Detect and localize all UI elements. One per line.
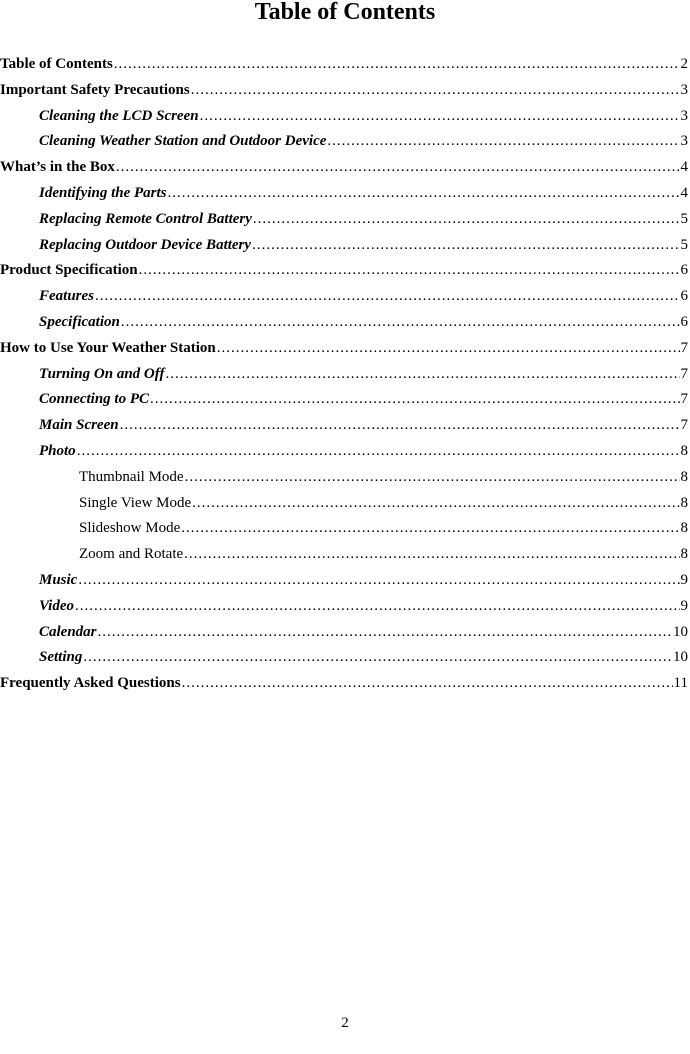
toc-entry-page: 4 xyxy=(680,184,688,201)
dot-leader xyxy=(184,544,679,564)
dot-leader xyxy=(192,493,679,513)
toc-entry-page: 8 xyxy=(680,494,688,511)
toc-entry-label: How to Use Your Weather Station xyxy=(0,339,216,356)
toc-entry-page: 6 xyxy=(680,288,688,305)
toc-entry-label: Setting xyxy=(39,649,83,666)
dot-leader xyxy=(200,106,680,126)
dot-leader xyxy=(150,389,679,409)
dot-leader xyxy=(327,131,679,151)
toc-entry-page: 3 xyxy=(680,81,688,98)
toc-entry-page: 9 xyxy=(680,571,688,588)
dot-leader xyxy=(253,209,680,229)
dot-leader xyxy=(116,157,680,177)
dot-leader xyxy=(165,364,679,384)
toc-entry-page: 6 xyxy=(680,262,688,279)
toc-entry-page: 10 xyxy=(673,649,688,666)
toc-entry-page: 10 xyxy=(673,623,688,640)
toc-entry-page: 8 xyxy=(680,546,688,563)
toc-entry-page: 8 xyxy=(680,442,688,459)
dot-leader xyxy=(83,647,672,667)
toc-entry[interactable] xyxy=(0,235,688,261)
toc-entry-page: 9 xyxy=(680,597,688,614)
toc-entry-page: 8 xyxy=(680,468,688,485)
toc-entry-label: Main Screen xyxy=(39,417,119,434)
toc-entry[interactable] xyxy=(0,673,688,699)
toc-entry[interactable] xyxy=(0,544,688,570)
toc-entry[interactable] xyxy=(0,493,688,519)
toc-entry-page: 3 xyxy=(680,107,688,124)
toc-entry-label: Cleaning Weather Station and Outdoor Device xyxy=(39,133,327,150)
toc-entry[interactable] xyxy=(0,209,688,235)
toc-entry-label: Calendar xyxy=(39,623,97,640)
toc-entry[interactable] xyxy=(0,54,688,80)
toc-entry-label: Features xyxy=(39,288,95,305)
toc-entry-label: Single View Mode xyxy=(79,494,192,511)
toc-entry-label: Thumbnail Mode xyxy=(79,468,184,485)
toc-entry[interactable] xyxy=(0,80,688,106)
table-of-contents xyxy=(0,54,688,699)
toc-entry-page: 5 xyxy=(680,236,688,253)
toc-entry-label: What’s in the Box xyxy=(0,159,115,176)
toc-entry[interactable] xyxy=(0,338,688,364)
toc-entry-page: 3 xyxy=(680,133,688,150)
page-title: Table of Contents xyxy=(254,0,436,25)
toc-entry-label: Turning On and Off xyxy=(39,365,165,382)
toc-entry-label: Connecting to PC xyxy=(39,391,150,408)
toc-entry[interactable] xyxy=(0,106,688,132)
dot-leader xyxy=(121,312,680,332)
toc-entry[interactable] xyxy=(0,312,688,338)
toc-entry-page: 4 xyxy=(680,159,688,176)
toc-entry[interactable] xyxy=(0,570,688,596)
toc-entry-label: Photo xyxy=(39,442,76,459)
toc-entry[interactable] xyxy=(0,518,688,544)
toc-entry-page: 6 xyxy=(680,313,688,330)
toc-entry-label: Identifying the Parts xyxy=(39,184,167,201)
toc-entry-page: 2 xyxy=(680,56,688,72)
toc-entry-page: 7 xyxy=(680,391,688,408)
dot-leader xyxy=(182,673,673,693)
toc-entry-label: Replacing Remote Control Battery xyxy=(39,210,252,227)
toc-entry-label: Replacing Outdoor Device Battery xyxy=(39,236,252,253)
toc-entry[interactable] xyxy=(0,260,688,286)
dot-leader xyxy=(217,338,680,358)
toc-entry[interactable] xyxy=(0,441,688,467)
toc-entry[interactable] xyxy=(0,157,688,183)
toc-entry-label: Table of Contents xyxy=(0,56,113,72)
toc-entry-label: Video xyxy=(39,597,75,614)
toc-entry-page: 7 xyxy=(680,339,688,356)
dot-leader xyxy=(95,286,679,306)
toc-entry-page: 11 xyxy=(673,675,688,692)
toc-entry-label: Cleaning the LCD Screen xyxy=(39,107,199,124)
dot-leader xyxy=(139,260,680,280)
toc-entry-page: 5 xyxy=(680,210,688,227)
toc-entry[interactable] xyxy=(0,647,688,673)
toc-entry-label: Important Safety Precautions xyxy=(0,81,190,98)
toc-entry-label: Zoom and Rotate xyxy=(79,546,184,563)
page-number: 2 xyxy=(341,1015,349,1031)
toc-entry-label: Slideshow Mode xyxy=(79,520,181,537)
toc-entry[interactable] xyxy=(0,131,688,157)
toc-entry-label: Frequently Asked Questions xyxy=(0,675,181,692)
toc-entry[interactable] xyxy=(0,415,688,441)
dot-leader xyxy=(168,183,680,203)
toc-entry-page: 7 xyxy=(680,417,688,434)
dot-leader xyxy=(98,622,672,642)
dot-leader xyxy=(75,596,679,616)
toc-entry[interactable] xyxy=(0,286,688,312)
dot-leader xyxy=(191,80,680,100)
toc-entry-label: Specification xyxy=(39,313,120,330)
toc-entry-label: Music xyxy=(39,571,78,588)
dot-leader xyxy=(185,467,680,487)
toc-entry[interactable] xyxy=(0,183,688,209)
dot-leader xyxy=(120,415,680,435)
toc-entry-page: 7 xyxy=(680,365,688,382)
toc-entry[interactable] xyxy=(0,389,688,415)
toc-entry[interactable] xyxy=(0,364,688,390)
toc-entry[interactable] xyxy=(0,596,688,622)
dot-leader xyxy=(181,518,679,538)
dot-leader xyxy=(252,235,679,255)
toc-entry-page: 8 xyxy=(680,520,688,537)
toc-entry[interactable] xyxy=(0,467,688,493)
toc-entry-label: Product Specification xyxy=(0,262,138,279)
dot-leader xyxy=(78,570,679,590)
toc-entry[interactable] xyxy=(0,622,688,648)
dot-leader xyxy=(114,54,680,74)
dot-leader xyxy=(77,441,680,461)
